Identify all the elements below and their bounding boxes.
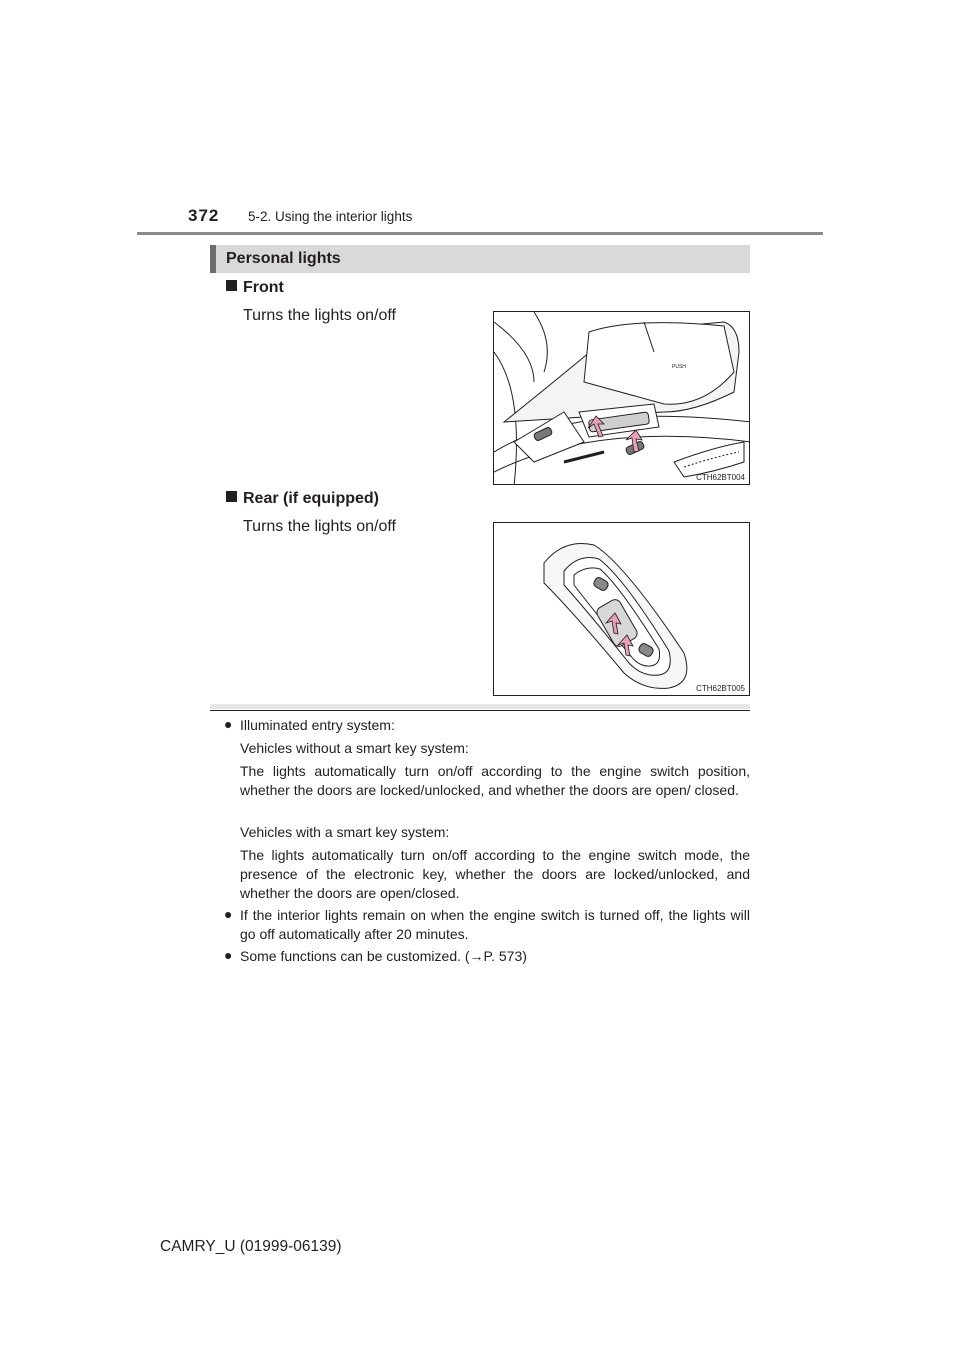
notes-divider [210,710,750,711]
page-number: 372 [188,206,220,225]
footer-model-code: CAMRY_U (01999-06139) [160,1238,342,1255]
front-figure-code: CTH62BT004 [696,473,745,482]
rear-overhead-light-illustration [494,523,750,696]
rear-heading [226,490,379,508]
bullet-icon: ● [224,906,233,922]
bullet-icon: ● [224,947,233,963]
note-no-smart-key-text: The lights automatically turn on/off according to the engine switch position, whether the doors are locked/unlocked, and whether the doors are open/ closed. [240,763,750,798]
front-light-figure [493,311,750,485]
section-title: 5-2. Using the interior lights [248,209,413,224]
note-illuminated-entry-title: Illuminated entry system: [240,717,395,733]
notes-shade [210,704,750,709]
front-description: Turns the lights on/off [243,307,396,324]
section-heading: Personal lights [226,250,341,267]
header-divider [137,232,823,235]
note-auto-off: If the interior lights remain on when the engine switch is turned off, the lights will go off automatically after 20 minutes. [240,907,750,942]
rear-figure-code: CTH62BT005 [696,684,745,693]
square-bullet-icon [226,491,237,502]
push-label: PUSH [672,364,686,370]
rear-light-figure [493,522,750,696]
rear-heading-label: Rear (if equipped) [243,490,380,507]
note-smart-key-title: Vehicles with a smart key system: [240,824,450,840]
note-no-smart-key-title: Vehicles without a smart key system: [240,740,469,756]
square-bullet-icon [226,280,237,291]
note-customization: Some functions can be customized. (→P. 573) [240,948,527,964]
rear-description: Turns the lights on/off [243,518,396,535]
note-smart-key-text: The lights automatically turn on/off according to the engine switch mode, the presence of the electronic key, whether the doors are locked/unlocked, and whether the doors are open/closed. [240,847,750,901]
front-heading-label: Front [243,279,284,296]
section-heading-bar [210,245,750,273]
front-heading [226,279,284,297]
front-overhead-console-illustration [494,312,750,485]
bullet-icon: ● [224,716,233,732]
